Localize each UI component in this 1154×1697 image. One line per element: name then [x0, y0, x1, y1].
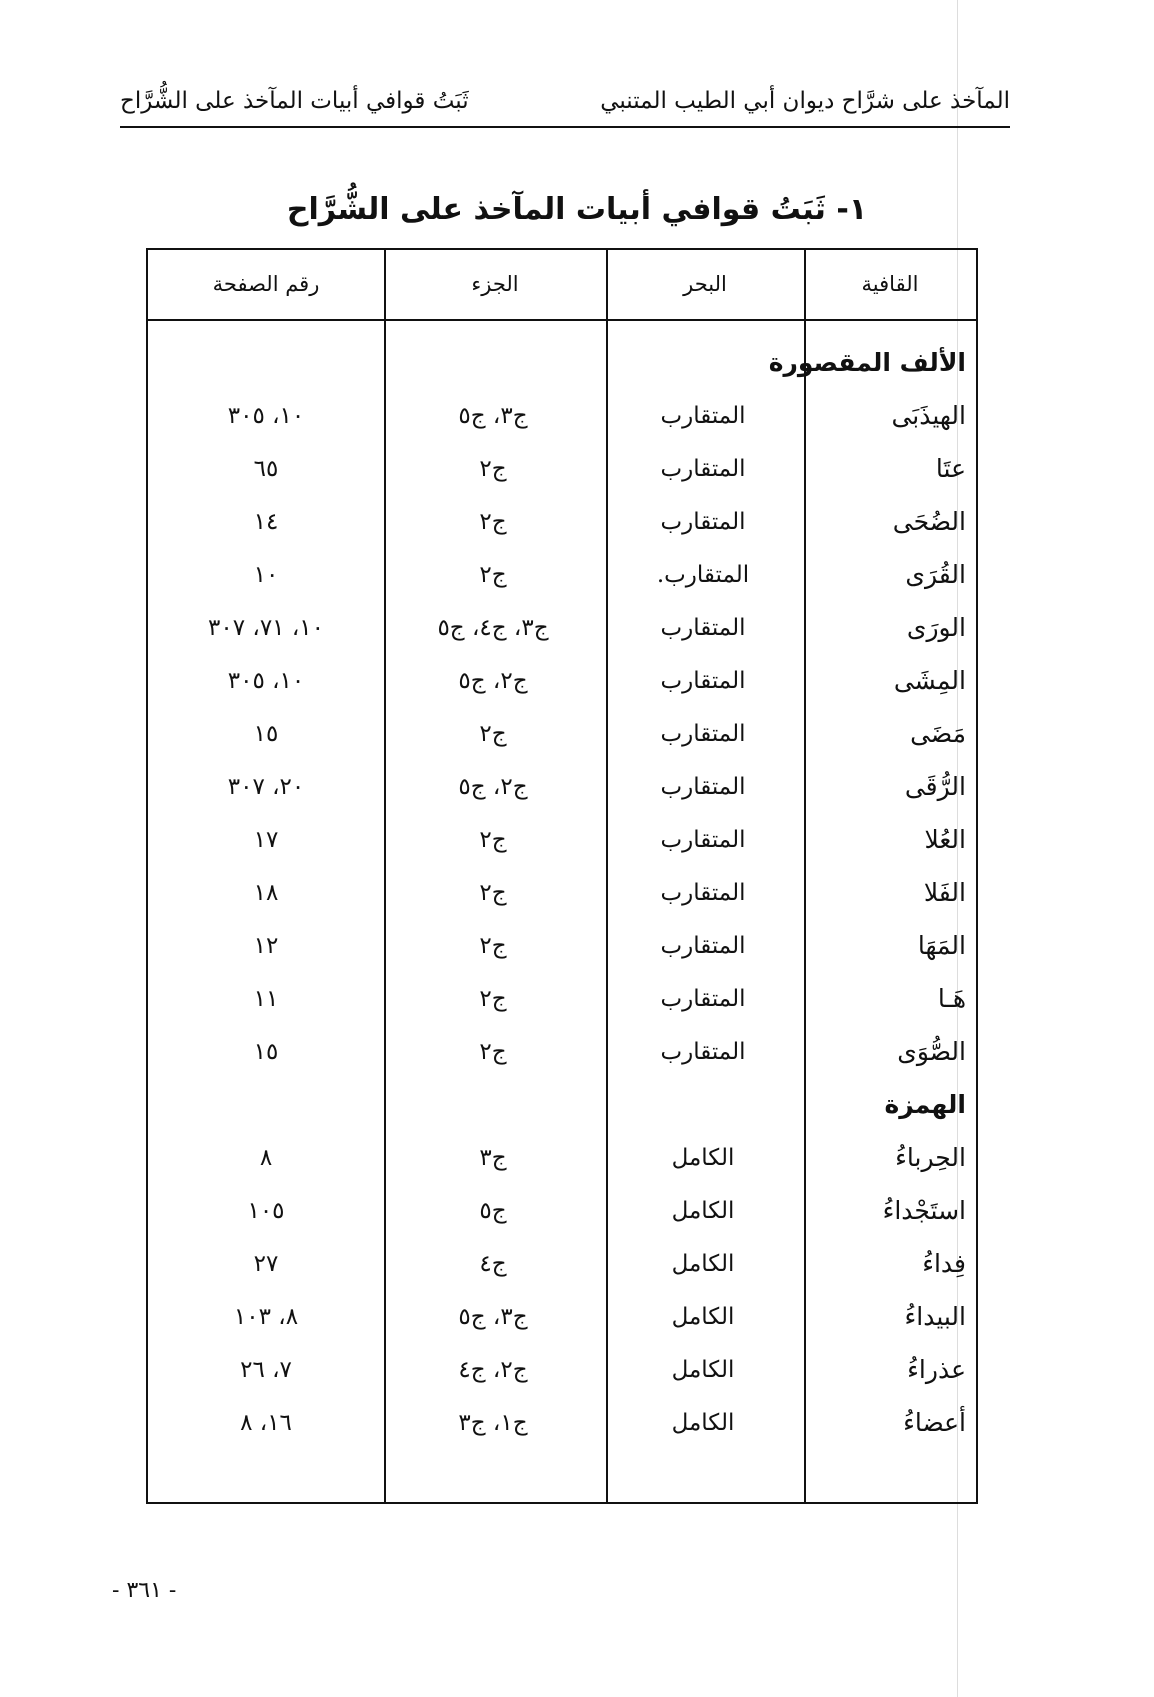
meter-cell: المتقارب [660, 933, 746, 959]
table-row [148, 396, 976, 436]
meter-cell: الكامل [671, 1304, 735, 1330]
rhyme-cell: الفَلا [923, 878, 966, 907]
table-row [148, 1138, 976, 1178]
rhyme-cell: هَـا [937, 984, 966, 1013]
page-cell: ١٠، ٣٠٥ [227, 403, 305, 429]
header-section-title: ثَبَتُ قوافي أبيات المآخذ على الشُّرَّاح [120, 88, 469, 114]
part-cell: ج٢، ج٥ [458, 668, 528, 694]
part-cell: ج٣، ج٥ [458, 403, 528, 429]
page-cell: ١٠، ٣٠٥ [227, 668, 305, 694]
group-heading: الهمزة [884, 1090, 966, 1119]
page-cell: ٢٠، ٣٠٧ [227, 774, 305, 800]
table-row [148, 608, 976, 648]
part-cell: ج٢ [479, 721, 507, 747]
column-header-meter: البحر [683, 272, 727, 296]
rhyme-cell: المَهَا [917, 931, 966, 960]
rhyme-cell: مَضَى [910, 719, 966, 748]
meter-cell: المتقارب [660, 668, 746, 694]
rhyme-cell: استَجْداءُ [882, 1196, 966, 1225]
page-cell: ٨، ١٠٣ [233, 1304, 299, 1330]
meter-cell: المتقارب [660, 721, 746, 747]
meter-cell: الكامل [671, 1251, 735, 1277]
part-cell: ج٣، ج٤، ج٥ [437, 615, 549, 641]
page-cell: ٧، ٢٦ [240, 1357, 292, 1383]
header-book-title: المآخذ على شرَّاح ديوان أبي الطيب المتنبي [600, 88, 1010, 114]
group-heading: الألف المقصورة [768, 348, 966, 377]
table-row [148, 1403, 976, 1443]
page-number: - ٣٦١ - [112, 1578, 177, 1603]
column-header-rhyme: القافية [861, 272, 919, 296]
header-divider [148, 319, 976, 321]
page-cell: ١١ [253, 986, 279, 1012]
part-cell: ج٢ [479, 827, 507, 853]
part-cell: ج٣ [479, 1145, 507, 1171]
part-cell: ج٣، ج٥ [458, 1304, 528, 1330]
part-cell: ج٢ [479, 880, 507, 906]
part-cell: ج٢ [479, 456, 507, 482]
page-cell: ١٥ [253, 1039, 279, 1065]
rhyme-cell: فِداءُ [922, 1249, 966, 1278]
column-header-part: الجزء [471, 272, 519, 296]
meter-cell: المتقارب [660, 880, 746, 906]
page-cell: ١٠، ٧١، ٣٠٧ [208, 615, 324, 641]
rhyme-cell: المِشَى [893, 666, 966, 695]
meter-cell: المتقارب [660, 456, 746, 482]
table-row [148, 979, 976, 1019]
part-cell: ج٢ [479, 509, 507, 535]
rhyme-cell: البيداءُ [904, 1302, 966, 1331]
table-row [148, 714, 976, 754]
meter-cell: المتقارب [660, 403, 746, 429]
page-cell: ١٢ [253, 933, 279, 959]
meter-cell: المتقارب [660, 509, 746, 535]
rhyme-cell: الرُّقَى [904, 772, 966, 801]
page-cell: ١٤ [253, 509, 279, 535]
rhyme-cell: عتَا [935, 454, 966, 483]
page-cell: ١٨ [253, 880, 279, 906]
meter-cell: المتقارب. [656, 562, 750, 588]
table-row [148, 1244, 976, 1284]
rhyme-cell: القُرَى [905, 560, 966, 589]
rhyme-cell: الضُحَى [892, 507, 966, 536]
page-cell: ١٧ [253, 827, 279, 853]
table-row [148, 555, 976, 595]
table-row [148, 820, 976, 860]
running-header [120, 78, 1010, 128]
part-cell: ج٢ [479, 933, 507, 959]
page-cell: ١٠٥ [247, 1198, 285, 1224]
rhyme-cell: الورَى [906, 613, 966, 642]
meter-cell: المتقارب [660, 774, 746, 800]
page-cell: ٢٧ [253, 1251, 279, 1277]
meter-cell: المتقارب [660, 986, 746, 1012]
page-cell: ٦٥ [253, 456, 279, 482]
page-cell: ٨ [259, 1145, 273, 1171]
rhymes-table [146, 248, 978, 1504]
rhyme-cell: عذراءُ [907, 1355, 966, 1384]
section-title: ١- ثَبَتُ قوافي أبيات المآخذ على الشُّرَّاح [286, 192, 868, 227]
page-cell: ١٦، ٨ [240, 1410, 292, 1436]
meter-cell: الكامل [671, 1410, 735, 1436]
meter-cell: المتقارب [660, 1039, 746, 1065]
page-cell: ١٥ [253, 721, 279, 747]
table-row [148, 1297, 976, 1337]
rhyme-cell: أعضاءُ [903, 1408, 966, 1437]
part-cell: ج١، ج٣ [458, 1410, 528, 1436]
table-row [148, 767, 976, 807]
column-header-page: رقم الصفحة [212, 272, 320, 296]
meter-cell: الكامل [671, 1198, 735, 1224]
page-cell: ١٠ [253, 562, 279, 588]
rhyme-cell: الحِرباءُ [895, 1143, 966, 1172]
part-cell: ج٢ [479, 1039, 507, 1065]
part-cell: ج٥ [479, 1198, 507, 1224]
rhyme-cell: العُلا [924, 825, 966, 854]
table-row [148, 1032, 976, 1072]
part-cell: ج٤ [479, 1251, 507, 1277]
part-cell: ج٢، ج٤ [458, 1357, 528, 1383]
meter-cell: الكامل [671, 1357, 735, 1383]
table-row [148, 502, 976, 542]
table-row [148, 1191, 976, 1231]
table-row [148, 873, 976, 913]
part-cell: ج٢ [479, 562, 507, 588]
table-row [148, 926, 976, 966]
table-row [148, 661, 976, 701]
meter-cell: المتقارب [660, 827, 746, 853]
meter-cell: الكامل [671, 1145, 735, 1171]
rhyme-cell: الهيذَبَى [891, 401, 966, 430]
meter-cell: المتقارب [660, 615, 746, 641]
part-cell: ج٢، ج٥ [458, 774, 528, 800]
table-row [148, 1350, 976, 1390]
rhyme-cell: الصُّوَى [897, 1037, 966, 1066]
part-cell: ج٢ [479, 986, 507, 1012]
table-row [148, 449, 976, 489]
